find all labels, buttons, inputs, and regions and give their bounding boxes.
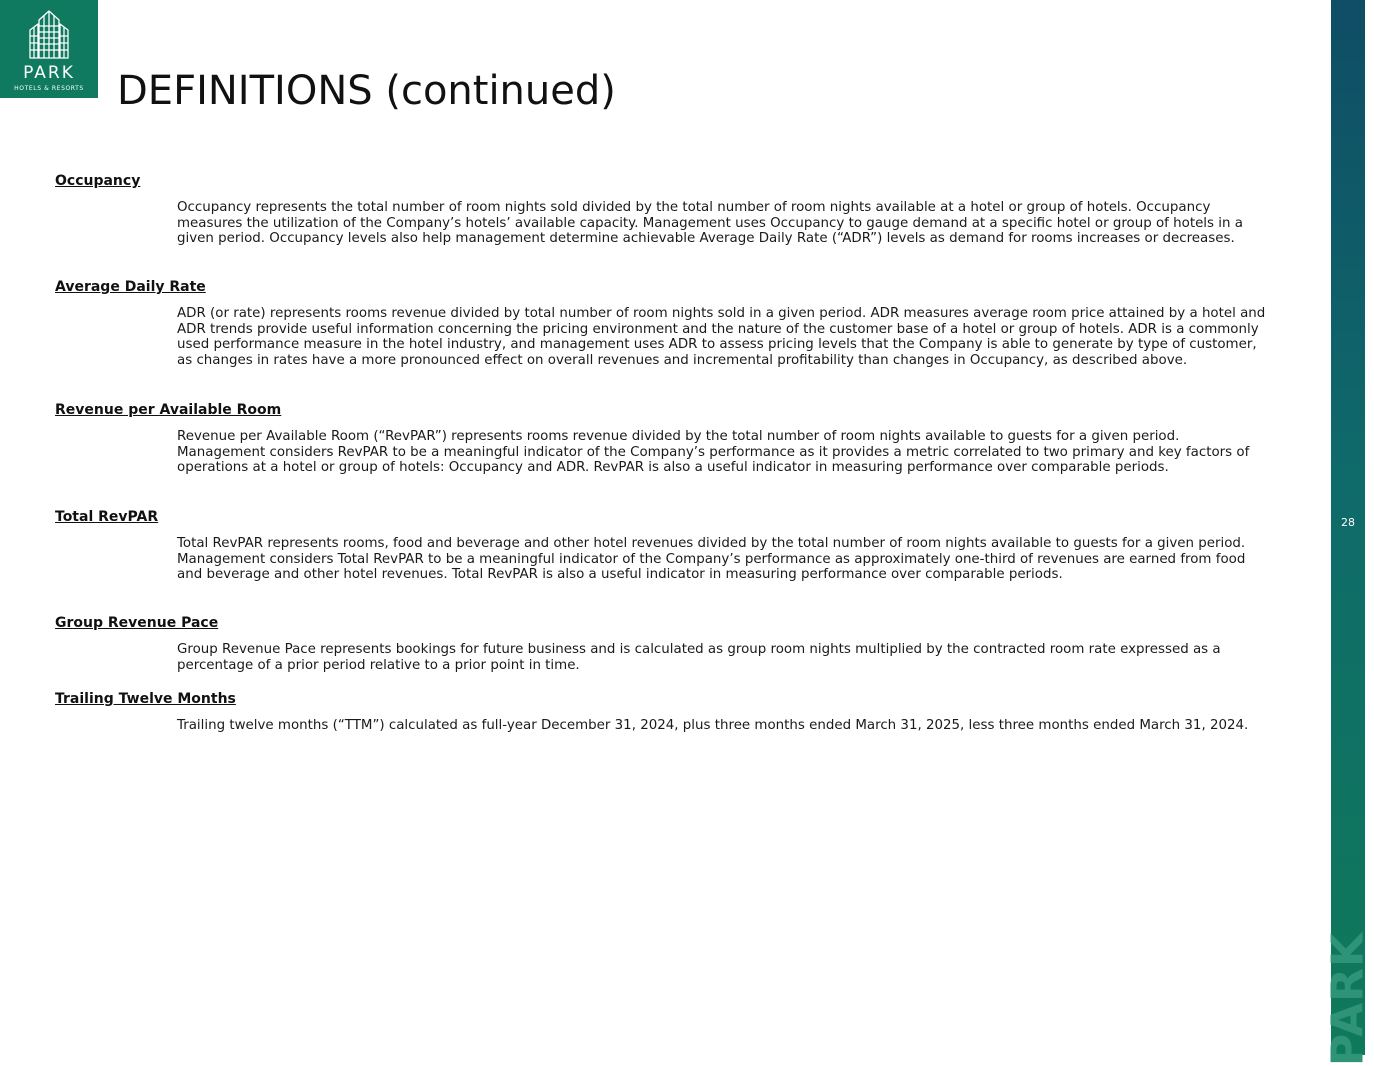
page-number: 28 xyxy=(1341,516,1355,529)
definition-trailing-twelve-months xyxy=(55,690,1270,734)
definition-text: Total RevPAR represents rooms, food and beverage and other hotel revenues divided by the total number of room nights available to guests for a given period. Management considers Total RevPAR to be a meaningful indicator of the Company’s performance as approximately one-third of revenues are earned from food and beverage and other hotel revenues. Total RevPAR is also a useful indicator in measuring performance over comparable periods. xyxy=(177,536,1246,582)
definition-term: Trailing Twelve Months xyxy=(55,691,236,707)
definition-term: Average Daily Rate xyxy=(55,279,206,295)
building-logo-icon xyxy=(26,8,72,62)
definition-text: Revenue per Available Room (“RevPAR”) represents rooms revenue divided by the total number of room nights available to guests for a given period. Management considers RevPAR to be a meaningful indicator of the Company’s performance as it provides a metric correlated to two primary and key factors of operations at a hotel or group of hotels: Occupancy and ADR. RevPAR is also a useful indicator in measuring performance over comparable periods. xyxy=(177,429,1250,475)
side-watermark xyxy=(1322,931,1374,1066)
page-title: DEFINITIONS (continued) xyxy=(117,68,616,114)
definition-text: Trailing twelve months (“TTM”) calculated as full-year December 31, 2024, plus three months ended March 31, 2025, less three months ended March 31, 2024. xyxy=(177,718,1249,733)
definition-average-daily-rate xyxy=(55,278,1270,368)
side-watermark-text: PARK xyxy=(1322,931,1374,1066)
definition-revpar xyxy=(55,401,1270,476)
definition-group-revenue-pace xyxy=(55,614,1270,673)
logo-tagline: HOTELS & RESORTS xyxy=(14,85,84,92)
definition-occupancy xyxy=(55,172,1270,247)
logo-wordmark: PARK xyxy=(23,63,75,83)
definition-term: Revenue per Available Room xyxy=(55,402,282,418)
definition-term: Occupancy xyxy=(55,173,141,189)
park-logo xyxy=(0,0,98,98)
definition-text: Occupancy represents the total number of room nights sold divided by the total number of room nights available at a hotel or group of hotels. Occupancy measures the utilization of the Company’s hotels’ available capacity. Management uses Occupancy to gauge demand at a specific hotel or group of hotels in a given period. Occupancy levels also help management determine achievable Average Daily Rate (“ADR”) levels as demand for rooms increases or decreases. xyxy=(177,200,1243,246)
definition-term: Group Revenue Pace xyxy=(55,615,219,631)
definition-total-revpar xyxy=(55,508,1270,583)
definition-text: Group Revenue Pace represents bookings for future business and is calculated as group room nights multiplied by the contracted room rate expressed as a percentage of a prior period relative to a prior point in time. xyxy=(177,642,1221,673)
definition-text: ADR (or rate) represents rooms revenue divided by total number of room nights sold in a given period. ADR measures average room price attained by a hotel and ADR trends provide useful information concerning the pricing environment and the nature of the customer base of a hotel or group of hotels. ADR is a commonly used performance measure in the hotel industry, and management uses ADR to assess pricing levels that the Company is able to generate by type of customer, as changes in rates have a more pronounced effect on overall revenues and incremental profitability than changes in Occupancy, as described above. xyxy=(177,306,1266,368)
definition-term: Total RevPAR xyxy=(55,509,159,525)
